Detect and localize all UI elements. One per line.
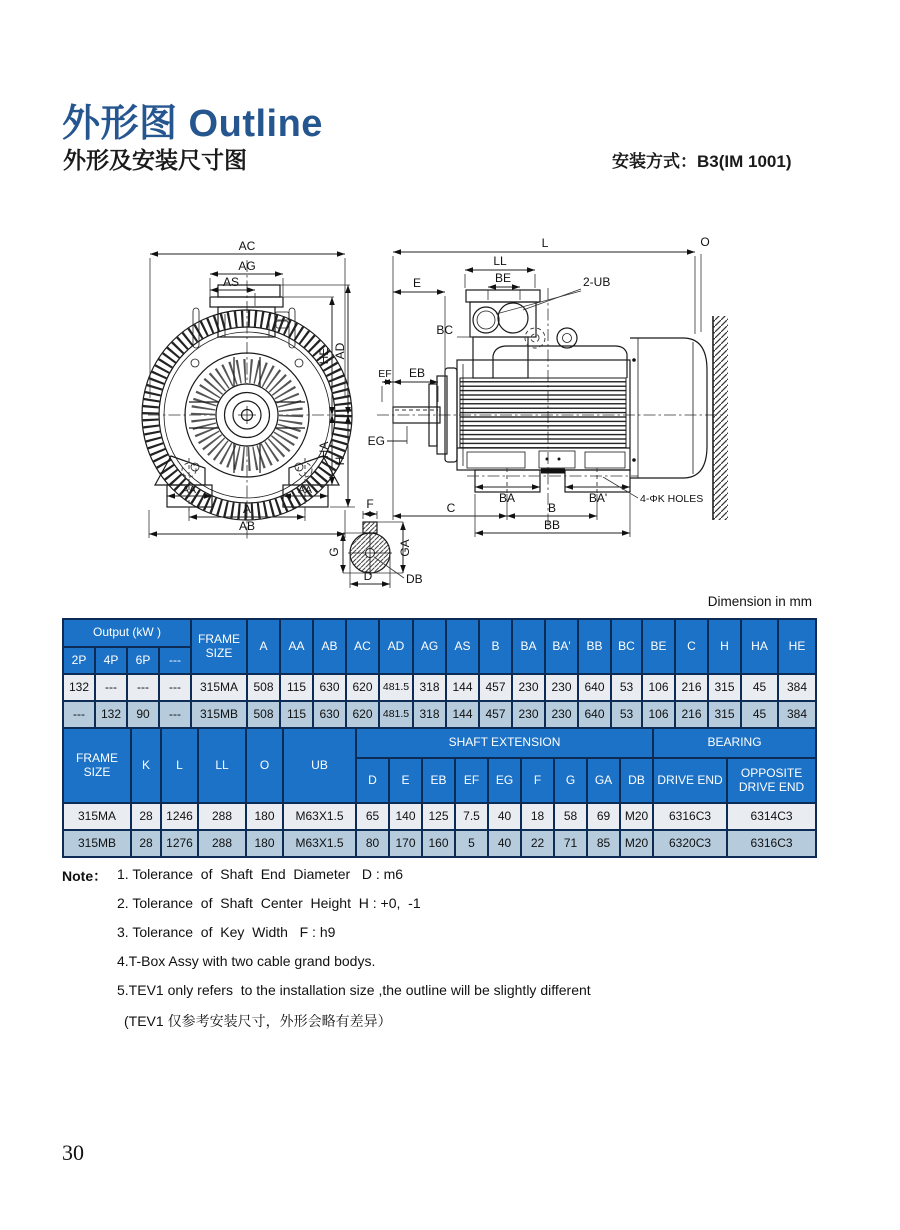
cell: 40 [488,803,521,830]
dim-label-e: E [412,276,422,290]
dim-label-l: L [541,236,549,250]
cell: 620 [346,674,379,701]
cell: 106 [642,674,675,701]
cell: --- [159,674,191,701]
cell: G [554,758,587,803]
cell: 144 [446,701,479,728]
cell: 106 [642,701,675,728]
cell: B [479,619,512,674]
dim-label-aa-left: AA [181,484,197,496]
note-item: 4.T-Box Assy with two cable grand bodys. [117,953,376,969]
cell: 620 [346,701,379,728]
dim-label-eg: EG [367,434,385,448]
cell: 288 [198,803,246,830]
cell: 144 [446,674,479,701]
cell: 481.5 [379,701,413,728]
cell: 6320C3 [653,830,727,857]
cell: 481.5 [379,674,413,701]
cell: 40 [488,830,521,857]
cell: 53 [611,701,642,728]
cell: 180 [246,803,283,830]
dimension-table-shaft-bearing [62,727,817,858]
dim-label-bc: BC [436,323,453,337]
cell: M20 [620,803,653,830]
cell: C [675,619,708,674]
dim-label-ab: AB [238,519,256,533]
dim-label-ad: AD [333,342,347,360]
cell: EG [488,758,521,803]
cell: 2P [63,647,95,674]
dim-label-aa-right: AA [297,484,313,496]
cell: 180 [246,830,283,857]
front-view-drawing [142,239,355,540]
note-item: 5.TEV1 only refers to the installation size ,the outline will be slightly different [117,982,591,998]
cell: 315 [708,674,741,701]
cell: 22 [521,830,554,857]
cell: 170 [389,830,422,857]
cell: 53 [611,674,642,701]
cell: 6314C3 [727,803,816,830]
cell: 132 [95,701,127,728]
cell: EF [455,758,488,803]
cell: 288 [198,830,246,857]
cell: 216 [675,674,708,701]
dim-label-ll: LL [493,254,507,268]
dim-label-ba2: BA' [588,491,608,505]
cell: 45 [741,674,778,701]
cell: M63X1.5 [283,830,356,857]
note-item: 2. Tolerance of Shaft Center Height H : +0, -1 [117,895,421,911]
cell: 28 [131,803,161,830]
cell: 315MB [191,701,247,728]
bearing-header-cell: BEARING [653,728,816,758]
note-item: 1. Tolerance of Shaft End Diameter D : m6 [117,866,404,882]
dim-label-c: C [446,501,456,515]
cell: 1246 [161,803,198,830]
cell: 315MB [63,830,131,857]
cell: E [389,758,422,803]
shaft-section-detail [327,497,423,588]
cell: K [131,728,161,803]
cell: 318 [413,674,446,701]
dim-label-4k-holes: 4-ΦK HOLES [640,493,704,505]
dim-label-d: D [363,569,373,583]
cell: 140 [389,803,422,830]
cell: 80 [356,830,389,857]
cell: 6P [127,647,159,674]
cell: 230 [512,701,545,728]
outline-technical-drawing [55,230,845,605]
cell: 132 [63,674,95,701]
side-view-drawing [368,235,728,537]
mounting-type-label: 安装方式：B3(IM 1001) [612,152,792,171]
cell: AS [446,619,479,674]
cell: 28 [131,830,161,857]
cell: 7.5 [455,803,488,830]
cell: 125 [422,803,455,830]
frame-size-header-cell: FRAME SIZE [63,728,131,803]
frame-size-header-cell: FRAME SIZE [191,619,247,674]
cell: 6316C3 [727,830,816,857]
cell: 65 [356,803,389,830]
page-subtitle: 外形及安装尺寸图 [63,147,247,173]
dim-label-as: AS [222,275,240,289]
cell: EB [422,758,455,803]
table-row [63,674,816,701]
cell: 315 [708,701,741,728]
page-number: 30 [62,1140,84,1165]
cell: --- [95,674,127,701]
cell: 457 [479,674,512,701]
cell: --- [159,647,191,674]
cell: BE [642,619,675,674]
cell: 230 [512,674,545,701]
dim-label-ha: HA [317,441,331,459]
cell: 230 [545,674,578,701]
cell: L [161,728,198,803]
dim-label-b: B [547,501,557,515]
dimension-tables [62,618,812,858]
cell: 58 [554,803,587,830]
dimension-unit-note: Dimension in mm [707,594,812,609]
cell: BA [512,619,545,674]
dim-label-be: BE [494,271,512,285]
dim-label-ga: GA [398,539,412,557]
cell: --- [127,674,159,701]
cell: HE [778,619,816,674]
cell: BB [578,619,611,674]
cell: UB [283,728,356,803]
cell: 71 [554,830,587,857]
cell: 508 [247,701,280,728]
note-item: (TEV1 仅参考安装尺寸，外形会略有差异） [124,1013,392,1029]
dim-label-he: HE [317,347,331,365]
dim-label-2ub: 2-UB [583,275,611,289]
cell: 315MA [191,674,247,701]
cell: GA [587,758,620,803]
cell: AA [280,619,313,674]
dim-label-ag: AG [238,259,256,273]
cell: 640 [578,674,611,701]
cell: --- [159,701,191,728]
cell: BA' [545,619,578,674]
shaft-extension-header-cell: SHAFT EXTENSION [356,728,653,758]
cell: 315MA [63,803,131,830]
table-header-row [63,619,816,647]
table-row [63,830,816,857]
dim-label-eb: EB [408,366,426,380]
cell: O [246,728,283,803]
output-header-cell: Output (kW ) [63,619,191,647]
cell: D [356,758,389,803]
dim-label-ef: EF [378,368,392,380]
dim-label-db: DB [406,572,423,586]
cell: 115 [280,674,313,701]
cell: 384 [778,701,816,728]
cell: 384 [778,674,816,701]
cell: 216 [675,701,708,728]
dim-label-g: G [327,547,341,557]
cell: 640 [578,701,611,728]
table-header-row [63,728,816,758]
cell: 6316C3 [653,803,727,830]
table-row [63,803,816,830]
cell: 90 [127,701,159,728]
table-row [63,701,816,728]
note-item: 3. Tolerance of Key Width F : h9 [117,924,336,940]
dim-label-bb: BB [543,518,561,532]
cell: OPPOSITE DRIVE END [727,758,816,803]
cell: 115 [280,701,313,728]
cell: 85 [587,830,620,857]
cell: 230 [545,701,578,728]
cell: 69 [587,803,620,830]
dim-label-o: O [700,235,710,249]
cell: F [521,758,554,803]
cell: 18 [521,803,554,830]
page-title: 外形图 Outline [62,103,323,145]
cell: DRIVE END [653,758,727,803]
dim-label-f: F [366,497,374,511]
cell: 630 [313,701,346,728]
dim-label-ac: AC [238,239,256,253]
cell: M63X1.5 [283,803,356,830]
cell: DB [620,758,653,803]
cell: H [708,619,741,674]
cell: 630 [313,674,346,701]
cell: AG [413,619,446,674]
cell: 508 [247,674,280,701]
cell: A [247,619,280,674]
cell: 45 [741,701,778,728]
cell: LL [198,728,246,803]
cell: AD [379,619,413,674]
cell: BC [611,619,642,674]
dimension-table-main [62,618,817,729]
cell: M20 [620,830,653,857]
cell: HA [741,619,778,674]
cell: 457 [479,701,512,728]
dim-label-a: A [242,502,252,516]
cell: 160 [422,830,455,857]
cell: --- [63,701,95,728]
dim-label-ba: BA [498,491,516,505]
cell: AC [346,619,379,674]
cell: AB [313,619,346,674]
cell: 318 [413,701,446,728]
dim-label-h: H [333,456,347,466]
cell: 1276 [161,830,198,857]
cell: 5 [455,830,488,857]
note-label: Note： [62,868,108,884]
cell: 4P [95,647,127,674]
